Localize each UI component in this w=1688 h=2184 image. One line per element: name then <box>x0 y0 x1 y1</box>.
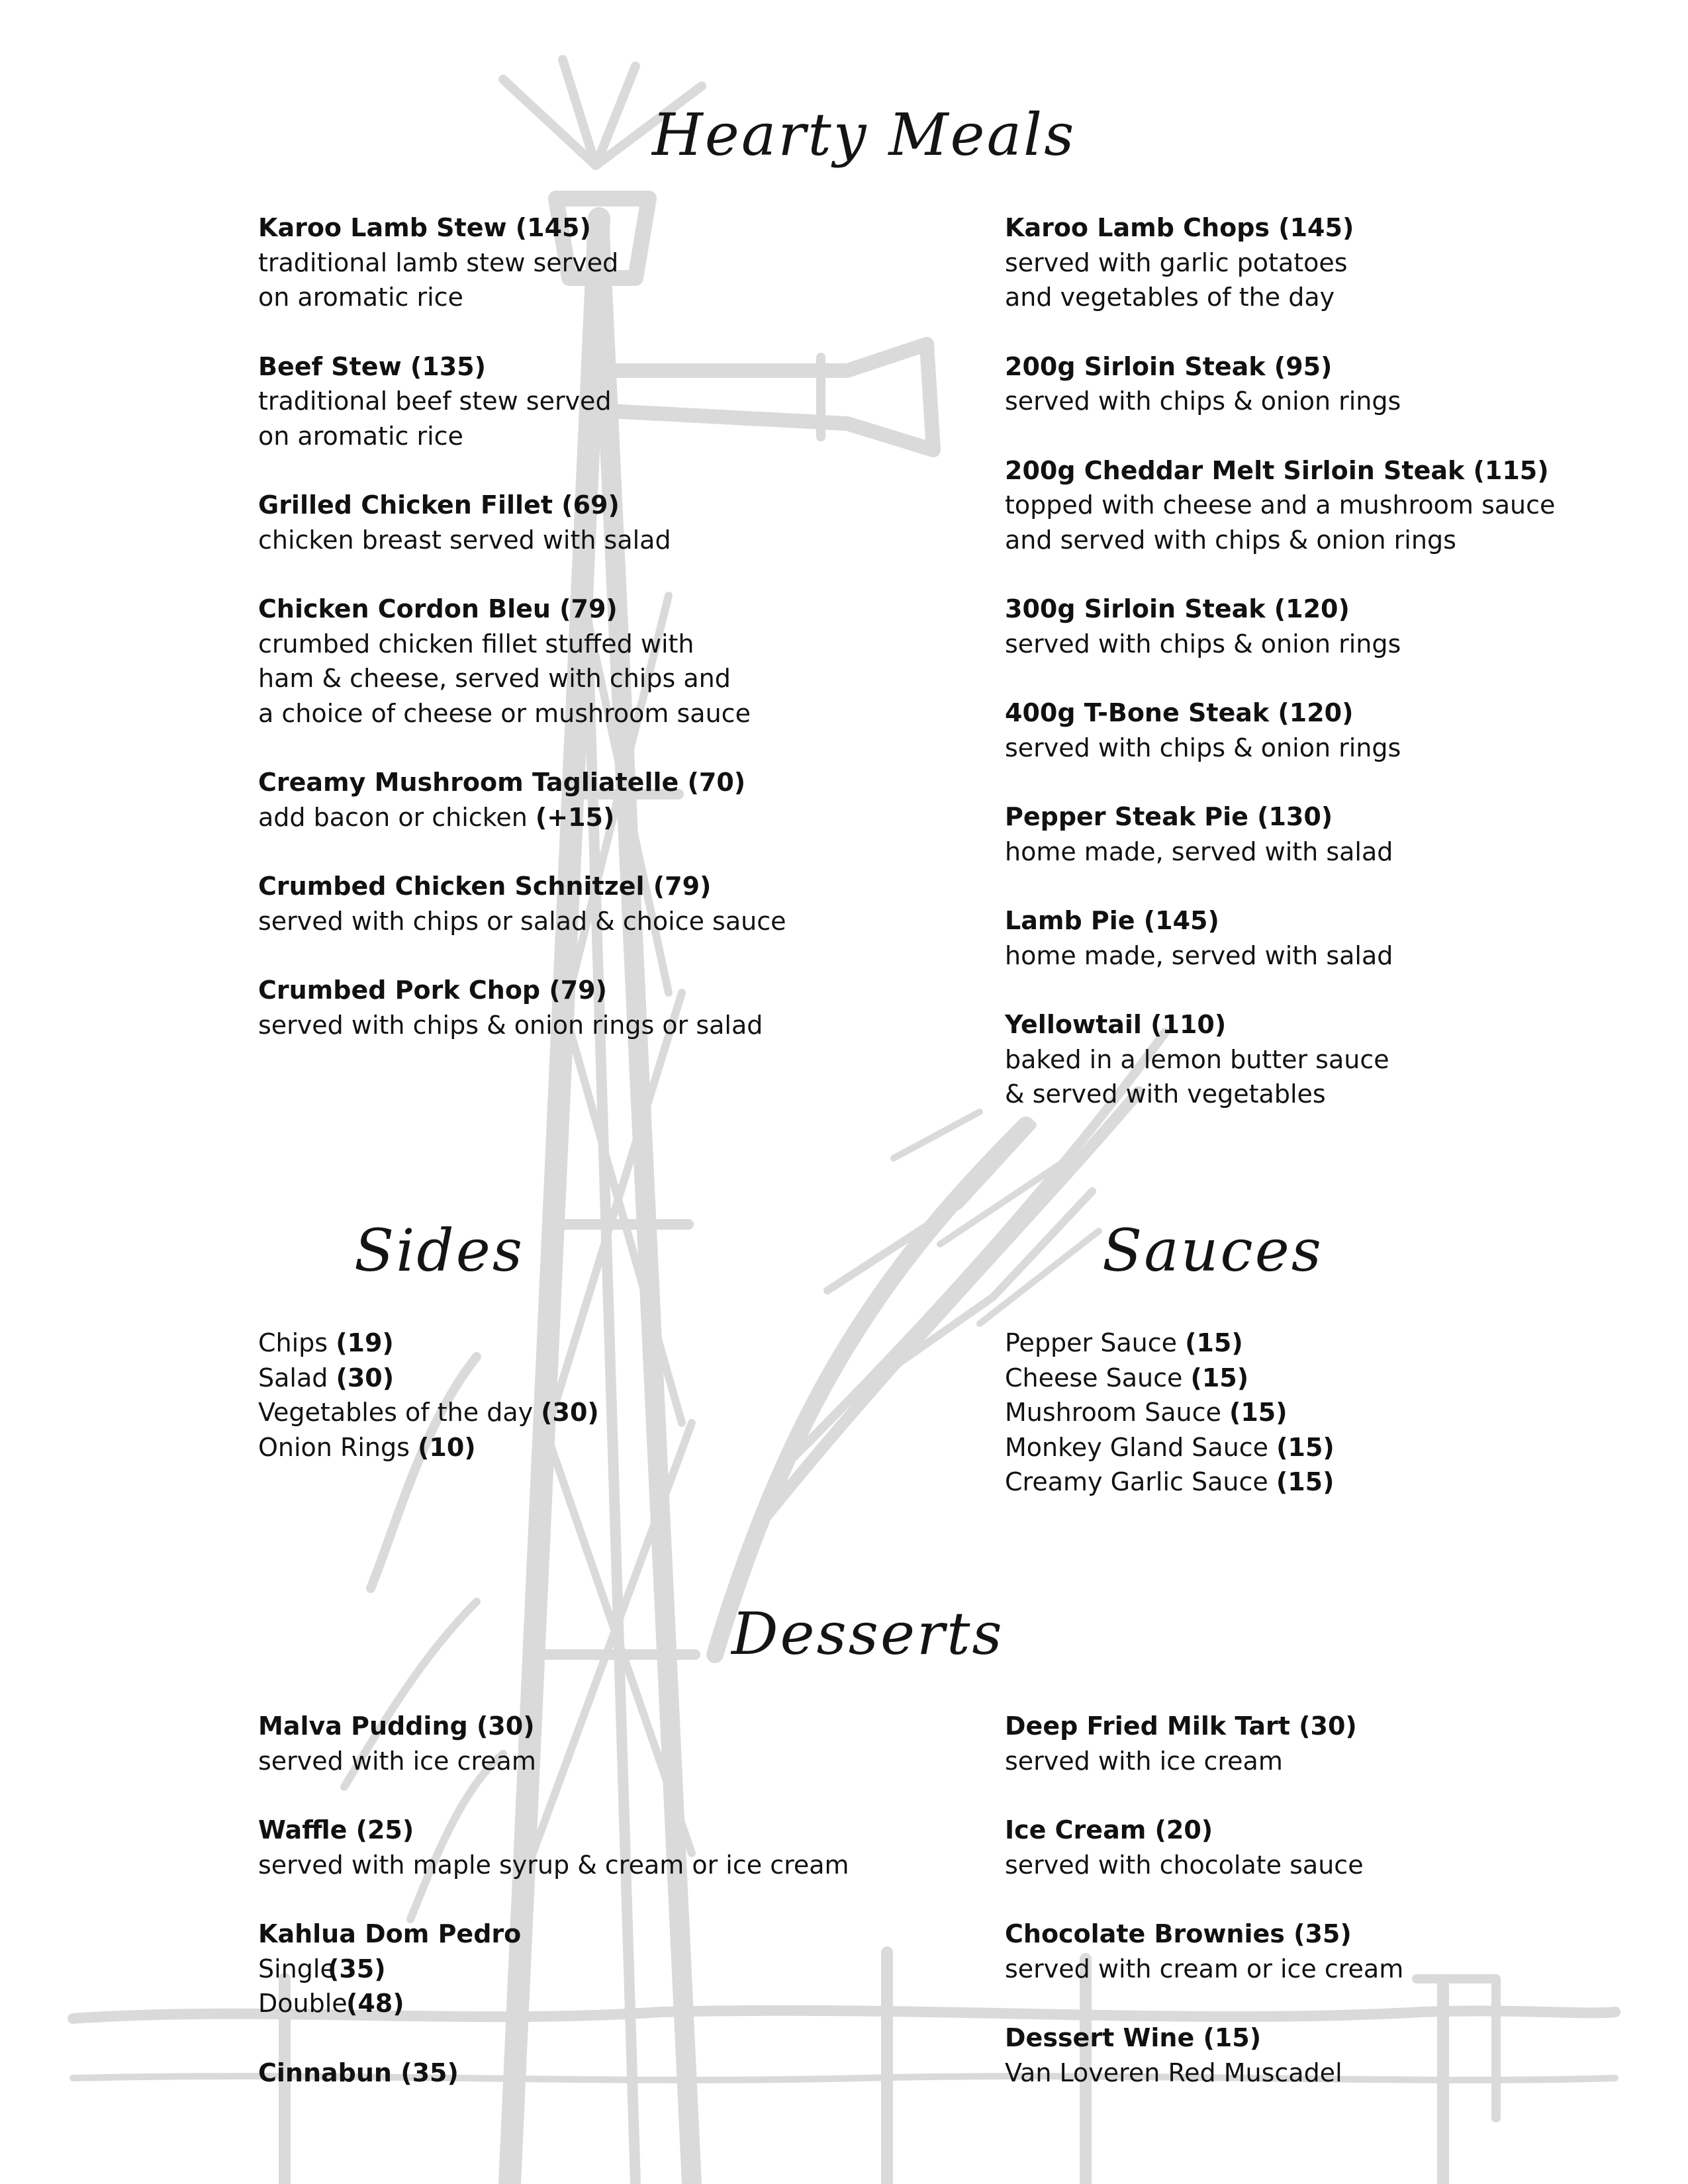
item-description: served with ice cream <box>1005 1746 1283 1776</box>
menu-item <box>1005 592 1555 661</box>
item-description: traditional lamb stew served <box>258 248 619 277</box>
menu-item <box>258 973 786 1042</box>
item-name: Karoo Lamb Chops (145) <box>1005 213 1354 242</box>
menu-item <box>258 1917 849 2021</box>
menu-item <box>1005 1007 1555 1112</box>
item-description: served with chips or salad & choice sauce <box>258 906 786 936</box>
item-description: and vegetables of the day <box>1005 283 1335 312</box>
item-description: served with ice cream <box>258 1746 536 1776</box>
item-description: topped with cheese and a mushroom sauce <box>1005 490 1556 520</box>
side-item-price: (30) <box>336 1363 395 1392</box>
item-description-text: add bacon or chicken <box>258 802 536 832</box>
menu-item <box>258 765 786 835</box>
sauce-item <box>1005 1465 1335 1500</box>
item-description: chicken breast served with salad <box>258 525 671 555</box>
item-name: Malva Pudding (30) <box>258 1711 535 1741</box>
item-name: Creamy Mushroom Tagliatelle (70) <box>258 768 746 797</box>
item-option <box>258 1952 849 1987</box>
menu-item <box>1005 696 1555 765</box>
sauces-heading: Sauces <box>1102 1216 1323 1285</box>
sauce-item <box>1005 1395 1335 1430</box>
sauce-item <box>1005 1326 1335 1361</box>
item-option <box>258 1986 849 2021</box>
item-description <box>258 800 786 835</box>
item-name: Yellowtail (110) <box>1005 1010 1227 1039</box>
item-description: Van Loveren Red Muscadel <box>1005 2058 1342 2087</box>
item-name: Grilled Chicken Fillet (69) <box>258 490 620 520</box>
side-item-label: Chips <box>258 1328 336 1357</box>
menu-item <box>1005 349 1555 419</box>
item-name: 200g Sirloin Steak (95) <box>1005 351 1333 381</box>
sauce-item <box>1005 1361 1335 1396</box>
item-description: crumbed chicken fillet stuffed with <box>258 629 694 659</box>
menu-item <box>1005 453 1555 558</box>
item-name: Lamb Pie (145) <box>1005 906 1219 935</box>
side-item-label: Salad <box>258 1363 336 1392</box>
item-description: served with chocolate sauce <box>1005 1850 1364 1880</box>
sauce-item-label: Mushroom Sauce <box>1005 1398 1229 1427</box>
sauce-item-price: (15) <box>1276 1432 1335 1462</box>
menu-item <box>258 592 786 731</box>
item-name: Pepper Steak Pie (130) <box>1005 802 1333 831</box>
side-item-label: Onion Rings <box>258 1432 418 1462</box>
menu-item <box>258 210 786 315</box>
item-name: Chocolate Brownies (35) <box>1005 1919 1352 1948</box>
item-description: home made, served with salad <box>1005 837 1393 866</box>
side-item-price: (10) <box>418 1432 476 1462</box>
menu-item <box>258 1709 849 1778</box>
item-name: Kahlua Dom Pedro <box>258 1919 522 1948</box>
item-name: Waffle (25) <box>258 1815 414 1844</box>
side-item-price: (19) <box>336 1328 394 1357</box>
menu-item <box>1005 903 1555 973</box>
item-description: served with maple syrup & cream or ice cream <box>258 1850 849 1880</box>
desserts-heading: Desserts <box>731 1600 1004 1668</box>
item-name: Karoo Lamb Stew (145) <box>258 213 591 242</box>
menu-item <box>1005 799 1555 869</box>
item-name: 300g Sirloin Steak (120) <box>1005 594 1350 623</box>
menu-item <box>258 1813 849 1882</box>
item-description: and served with chips & onion rings <box>1005 525 1456 555</box>
menu-item <box>1005 1709 1403 1778</box>
sides-list <box>258 1326 599 1465</box>
sauce-item-label: Creamy Garlic Sauce <box>1005 1467 1276 1496</box>
desserts-left-column <box>258 1709 849 2090</box>
item-description: served with cream or ice cream <box>1005 1954 1404 1983</box>
item-description: & served with vegetables <box>1005 1079 1326 1109</box>
side-item <box>258 1430 599 1465</box>
item-description: served with garlic potatoes <box>1005 248 1348 277</box>
item-name: Chicken Cordon Bleu (79) <box>258 594 618 623</box>
sauce-item-label: Cheese Sauce <box>1005 1363 1191 1392</box>
menu-item <box>258 349 786 454</box>
sauce-item-price: (15) <box>1185 1328 1243 1357</box>
item-description: served with chips & onion rings <box>1005 733 1401 762</box>
item-name: Dessert Wine (15) <box>1005 2023 1262 2052</box>
item-name: Deep Fried Milk Tart (30) <box>1005 1711 1357 1741</box>
item-name: Cinnabun (35) <box>258 2058 459 2087</box>
item-description: served with chips & onion rings <box>1005 387 1401 416</box>
option-label: Double <box>258 1989 348 2018</box>
sauce-item-price: (15) <box>1190 1363 1249 1392</box>
side-item-label: Vegetables of the day <box>258 1398 541 1427</box>
menu-item <box>1005 210 1555 315</box>
item-name: 400g T-Bone Steak (120) <box>1005 698 1354 727</box>
item-description: served with chips & onion rings or salad <box>258 1010 763 1040</box>
sauce-item-label: Pepper Sauce <box>1005 1328 1186 1357</box>
side-item <box>258 1361 599 1396</box>
menu-item <box>258 869 786 938</box>
hearty-meals-heading: Hearty Meals <box>652 101 1076 169</box>
sauce-item <box>1005 1430 1335 1465</box>
hearty-meals-left-column <box>258 210 786 1042</box>
menu-item <box>258 488 786 557</box>
item-description: home made, served with salad <box>1005 940 1393 970</box>
item-name: Crumbed Pork Chop (79) <box>258 976 607 1005</box>
sauce-item-price: (15) <box>1229 1398 1288 1427</box>
item-addon-price: (+15) <box>535 802 615 832</box>
option-label: Single <box>258 1954 336 1983</box>
desserts-right-column <box>1005 1709 1403 2090</box>
item-name: 200g Cheddar Melt Sirloin Steak (115) <box>1005 455 1549 485</box>
sauce-item-price: (15) <box>1276 1467 1335 1496</box>
hearty-meals-right-column <box>1005 210 1555 1112</box>
menu-item <box>1005 2021 1403 2090</box>
sauces-list <box>1005 1326 1335 1500</box>
item-description: served with chips & onion rings <box>1005 629 1401 659</box>
option-price: (48) <box>346 1989 404 2018</box>
item-description: a choice of cheese or mushroom sauce <box>258 698 751 728</box>
sauce-item-label: Monkey Gland Sauce <box>1005 1432 1277 1462</box>
item-name: Ice Cream (20) <box>1005 1815 1213 1844</box>
menu-item <box>258 2056 849 2091</box>
item-description: on aromatic rice <box>258 283 463 312</box>
menu-item <box>1005 1917 1403 1986</box>
item-name: Crumbed Chicken Schnitzel (79) <box>258 872 712 901</box>
item-description: ham & cheese, served with chips and <box>258 664 731 693</box>
menu-item <box>1005 1813 1403 1882</box>
option-price: (35) <box>328 1954 386 1983</box>
sides-heading: Sides <box>354 1216 524 1285</box>
item-name: Beef Stew (135) <box>258 351 486 381</box>
side-item <box>258 1326 599 1361</box>
side-item-price: (30) <box>541 1398 599 1427</box>
item-description: on aromatic rice <box>258 421 463 451</box>
item-description: traditional beef stew served <box>258 387 612 416</box>
item-description: baked in a lemon butter sauce <box>1005 1044 1389 1074</box>
side-item <box>258 1395 599 1430</box>
